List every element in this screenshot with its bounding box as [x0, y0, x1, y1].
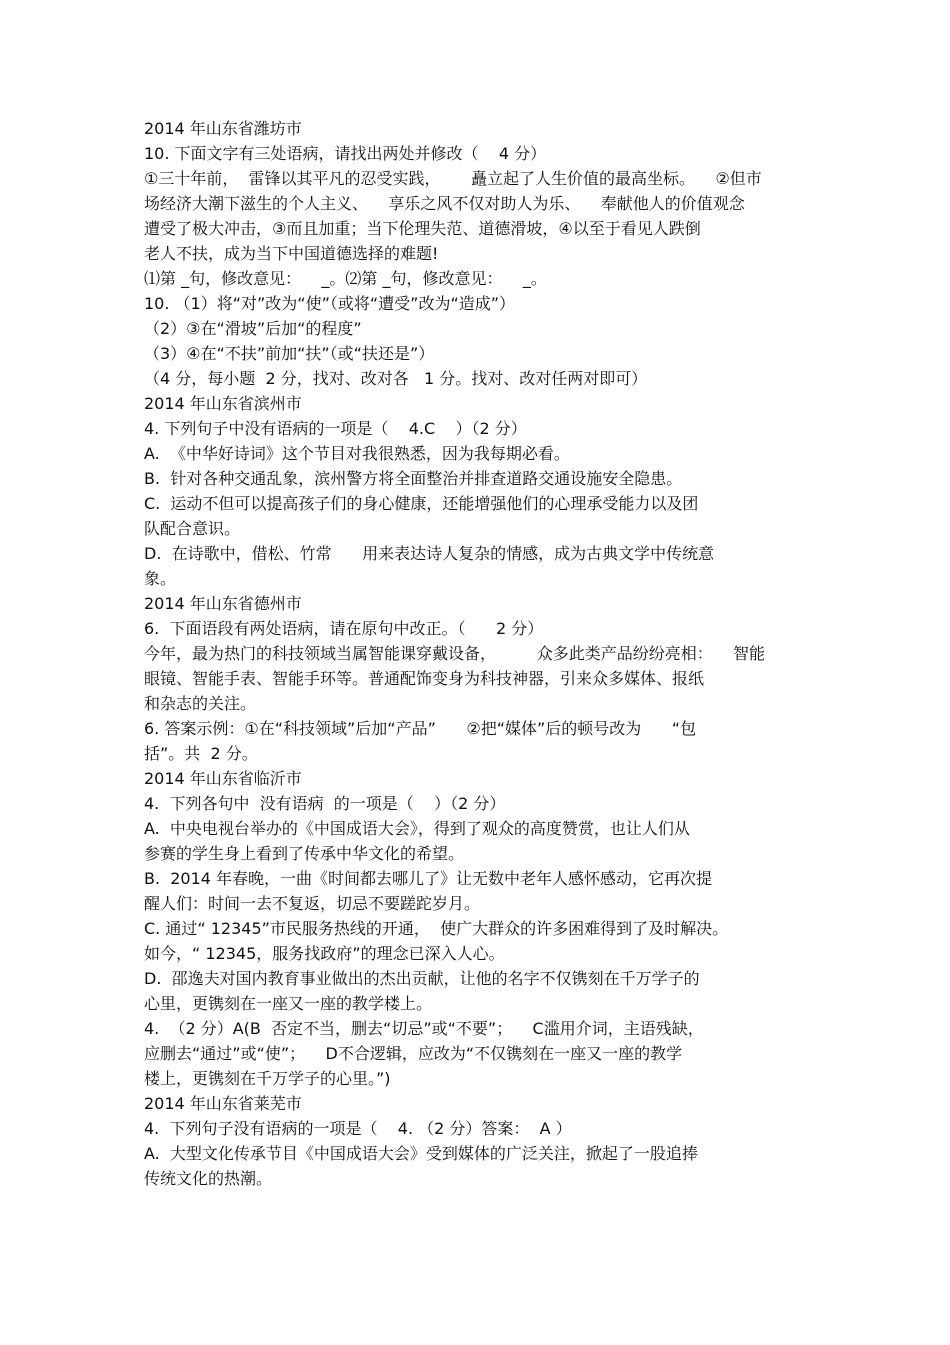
option-line: A. 中央电视台举办的《中国成语大会》，得到了观众的高度赞赏，也让人们从	[144, 819, 690, 838]
question-line: 4. 下列各句中 没有语病 的一项是（ ）（2 分）	[144, 794, 506, 813]
heading-dezhou: 2014 年山东省德州市	[144, 594, 302, 613]
question-line: 10. 下面文字有三处语病，请找出两处并修改（ 4 分）	[144, 144, 547, 163]
option-line: 参赛的学生身上看到了传承中华文化的希望。	[144, 844, 465, 863]
heading-linyi: 2014 年山东省临沂市	[144, 769, 302, 788]
question-line: 4. 下列句子中没有语病的一项是（ 4.C ）（2 分）	[144, 419, 527, 438]
option-line: D. 在诗歌中，借松、竹常 用来表达诗人复杂的情感，成为古典文学中传统意	[144, 544, 715, 563]
passage-line: 场经济大潮下滋生的个人主义、 享乐之风不仅对助人为乐、 奉献他人的价值观念	[144, 194, 745, 213]
question-line: 6. 下面语段有两处语病，请在原句中改正。（ 2 分）	[144, 619, 544, 638]
question-line: 4. 下列句子没有语病的一项是（ 4. （2 分）答案： A ）	[144, 1119, 572, 1138]
option-line: C. 运动不但可以提高孩子们的身心健康，还能增强他们的心理承受能力以及团	[144, 494, 699, 513]
heading-weifang: 2014 年山东省潍坊市	[144, 119, 302, 138]
blank-line: ⑴第 _句，修改意见： _。⑵第 _句，修改意见： _。	[144, 269, 547, 288]
answer-line: 4. （2 分）A(B 否定不当，删去“切忌”或“不要”； C滥用介词，主语残缺，	[144, 1019, 704, 1038]
option-line: 象。	[144, 569, 177, 588]
passage-line: 老人不扶，成为当下中国道德选择的难题!	[144, 244, 439, 263]
answer-line: 楼上，更镌刻在千万学子的心里。”)	[144, 1069, 391, 1088]
answer-line: 6. 答案示例：①在“科技领域”后加“产品” ②把“媒体”后的顿号改为 “包	[144, 719, 697, 738]
answer-line: 10. （1）将“对”改为“使”（或将“遭受”改为“造成”）	[144, 294, 516, 313]
option-line: 队配合意识。	[144, 519, 241, 538]
option-line: C. 通过“ 12345”市民服务热线的开通， 使广大群众的许多困难得到了及时解决。	[144, 919, 729, 938]
passage-line: 和杂志的关注。	[144, 694, 257, 713]
option-line: 心里，更镌刻在一座又一座的教学楼上。	[144, 994, 433, 1013]
passage-line: 眼镜、智能手表、智能手环等。普通配饰变身为科技神器，引来众多媒体、报纸	[144, 669, 705, 688]
option-line: 醒人们：时间一去不复返，切忌不要蹉跎岁月。	[144, 894, 481, 913]
answer-line: 括”。共 2 分。	[144, 744, 258, 763]
passage-line: ①三十年前， 雷锋以其平凡的忍受实践， 矗立起了人生价值的最高坐标。 ②但市	[144, 169, 762, 188]
heading-binzhou: 2014 年山东省滨州市	[144, 394, 302, 413]
answer-line: （4 分，每小题 2 分，找对、改对各 1 分。找对、改对任两对即可）	[144, 369, 648, 388]
answer-line: 应删去“通过”或“使”； D不合逻辑，应改为“不仅镌刻在一座又一座的教学	[144, 1044, 683, 1063]
option-line: B. 2014 年春晚，一曲《时间都去哪儿了》让无数中老年人感怀感动，它再次提	[144, 869, 713, 888]
passage-line: 今年，最为热门的科技领域当属智能课穿戴设备， 众多此类产品纷纷亮相： 智能	[144, 644, 766, 663]
heading-laiwu: 2014 年山东省莱芜市	[144, 1094, 302, 1113]
passage-line: 遭受了极大冲击，③而且加重；当下伦理失范、道德滑坡，④以至于看见人跌倒	[144, 219, 701, 238]
option-line: D. 邵逸夫对国内教育事业做出的杰出贡献，让他的名字不仅镌刻在千万学子的	[144, 969, 700, 988]
option-line: B. 针对各种交通乱象，滨州警方将全面整治并排查道路交通设施安全隐患。	[144, 469, 683, 488]
answer-line: （3）④在“不扶”前加“扶”（或“扶还是”）	[144, 344, 435, 363]
option-line: A. 大型文化传承节目《中国成语大会》受到媒体的广泛关注，掀起了一股追捧	[144, 1144, 698, 1163]
document-body	[144, 116, 824, 1191]
option-line: 传统文化的热潮。	[144, 1169, 273, 1188]
answer-line: （2）③在“滑坡”后加“的程度”	[144, 319, 362, 338]
option-line: A. 《中华好诗词》这个节目对我很熟悉，因为我每期必看。	[144, 444, 570, 463]
option-line: 如今，“ 12345，服务找政府”的理念已深入人心。	[144, 944, 505, 963]
